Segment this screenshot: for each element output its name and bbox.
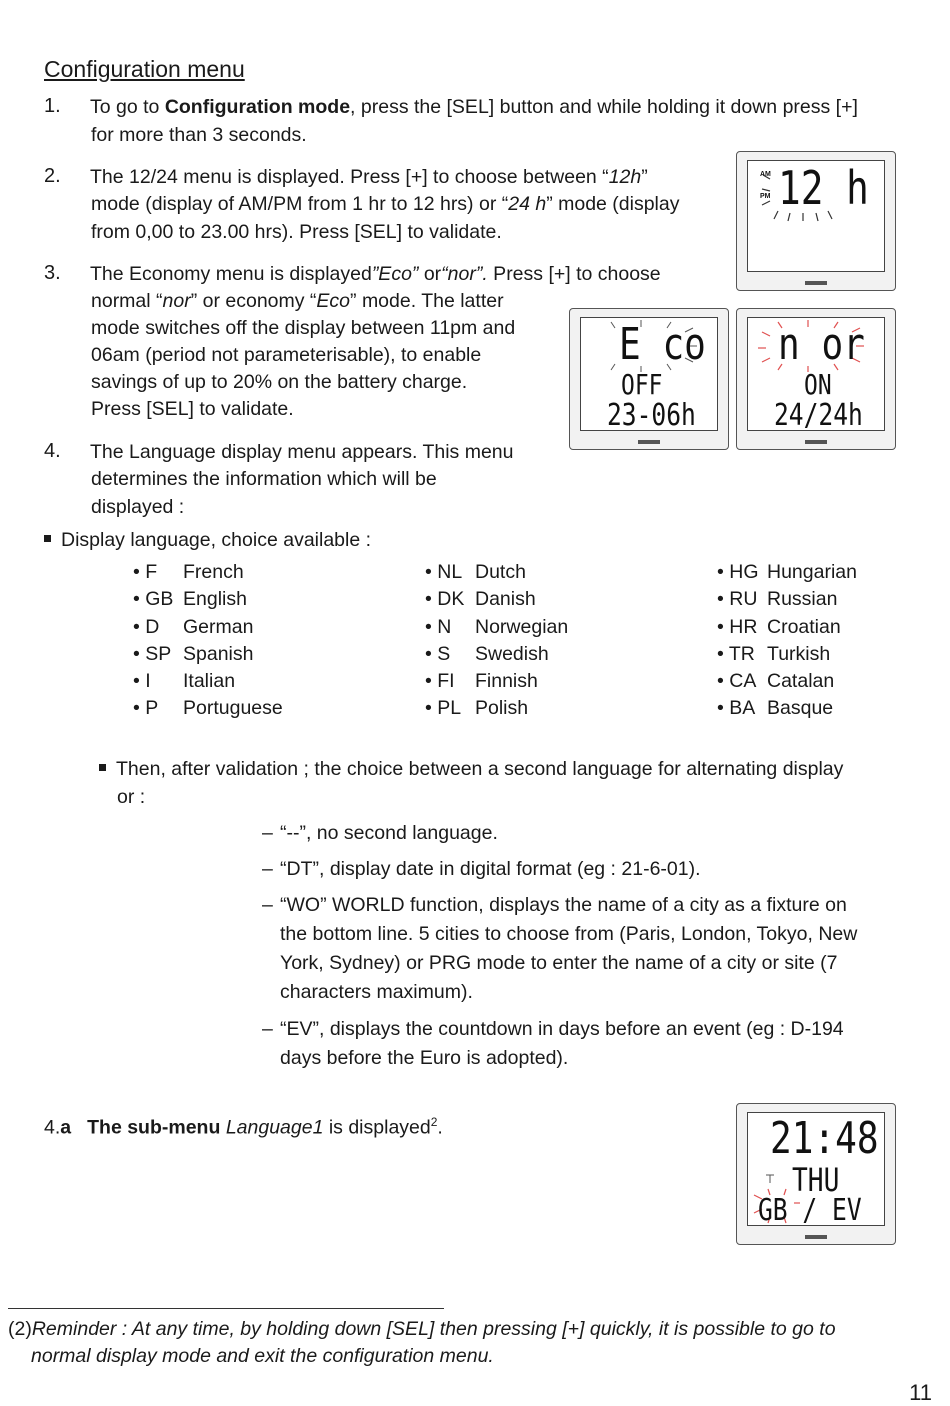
- language-item: [717, 614, 857, 641]
- brand-logo: [805, 440, 827, 444]
- lcd-main-text: 12 h: [778, 161, 869, 215]
- lcd-screen: [747, 1112, 885, 1226]
- option-line: “WO” WORLD function, displays the name of a city as a fixture on: [280, 894, 847, 916]
- then-line-2: or :: [117, 786, 146, 808]
- language-code: • GB: [133, 588, 174, 611]
- clock-12h-display: [736, 151, 896, 291]
- language-name: Finnish: [475, 670, 538, 693]
- square-bullet-icon: [44, 535, 51, 542]
- step-1-line-1: To go to Configuration mode, press the [SEL] button and while holding it down press [+]: [90, 96, 858, 118]
- language-name: Dutch: [475, 561, 526, 583]
- language-name: Portuguese: [183, 697, 283, 720]
- language-name: Swedish: [475, 642, 549, 665]
- step-2-number: 2.: [44, 165, 61, 187]
- language-item: [133, 668, 283, 695]
- step-4-line-1: The Language display menu appears. This menu: [90, 441, 514, 463]
- step-3-line-6: Press [SEL] to validate.: [91, 398, 294, 420]
- option-line: “EV”, displays the countdown in days before an event (eg : D-194: [280, 1018, 844, 1040]
- language-name: English: [183, 588, 247, 611]
- option-line: the bottom line. 5 cities to choose from (Paris, London, Tokyo, New: [280, 923, 858, 945]
- language-name: Danish: [475, 588, 536, 611]
- language-code: • CA: [717, 670, 757, 693]
- language-code: • NL: [425, 561, 463, 583]
- option-line: days before the Euro is adopted).: [280, 1047, 569, 1069]
- language-code: • S: [425, 642, 451, 665]
- clock-time-display: [736, 1103, 896, 1245]
- language-column-3: [717, 559, 857, 723]
- language-code: • RU: [717, 588, 758, 611]
- lcd-middle-text: THU: [792, 1161, 840, 1199]
- footnote-line-1: (2)Reminder : At any time, by holding down [SEL] then pressing [+] quickly, it is possible to go to: [8, 1318, 836, 1340]
- submenu-heading: 4.a The sub-menu Language1 is displayed$^2$.: [44, 1115, 443, 1139]
- option-line: York, Sydney) or PRG mode to enter the name of a city or site (7: [280, 952, 838, 974]
- language-item: [133, 559, 283, 586]
- language-code: • PL: [425, 697, 462, 720]
- footnote-line-2: normal display mode and exit the configuration menu.: [31, 1345, 494, 1367]
- step-4-line-3: displayed :: [91, 496, 185, 518]
- lcd-bottom-text: GB / EV: [758, 1193, 862, 1226]
- language-code: • BA: [717, 697, 756, 720]
- language-code: • D: [133, 615, 160, 638]
- language-item: [133, 695, 283, 722]
- lcd-top-text: E co: [619, 319, 706, 370]
- step-1-line-2: for more than 3 seconds.: [91, 124, 307, 146]
- language-name: Norwegian: [475, 615, 569, 638]
- language-name: Hungarian: [767, 561, 857, 583]
- clock-nor-display: [736, 308, 896, 450]
- language-code: • F: [133, 561, 158, 583]
- language-item: [425, 668, 568, 695]
- am-indicator: AM: [760, 171, 771, 178]
- language-item: [425, 559, 568, 586]
- lcd-top-text: 21:48: [770, 1113, 879, 1164]
- language-item: [133, 614, 283, 641]
- step-3-line-3: mode switches off the display between 11pm and: [91, 317, 516, 339]
- language-name: Catalan: [767, 670, 835, 693]
- language-name: French: [183, 561, 244, 583]
- option-line: “--”, no second language.: [280, 822, 498, 844]
- language-column-2: [425, 559, 568, 723]
- step-4-number: 4.: [44, 440, 61, 462]
- page-number: 11: [909, 1380, 932, 1405]
- language-code: • I: [133, 670, 151, 693]
- lcd-bottom-text: 23-06h: [607, 398, 696, 431]
- lcd-bottom-text: 24/24h: [774, 398, 863, 431]
- step-3-line-5: savings of up to 20% on the battery charge.: [91, 371, 468, 393]
- language-code: • N: [425, 615, 452, 638]
- lcd-top-text: n or: [778, 319, 865, 370]
- dash-bullet: –: [262, 822, 273, 844]
- language-code: • TR: [717, 642, 755, 665]
- brand-logo: [638, 440, 660, 444]
- language-item: [425, 586, 568, 613]
- step-3-line-2: normal “nor” or economy “Eco” mode. The latter: [91, 290, 504, 312]
- page-title: Configuration menu: [44, 56, 245, 82]
- option-line: “DT”, display date in digital format (eg : 21-6-01).: [280, 858, 701, 880]
- step-2-line-2: mode (display of AM/PM from 1 hr to 12 hrs) or “24 h” mode (display: [91, 193, 680, 215]
- language-item: [717, 641, 857, 668]
- then-line-1: Then, after validation ; the choice between a second language for alternating display: [99, 756, 843, 783]
- language-item: [717, 586, 857, 613]
- step-1-number: 1.: [44, 95, 61, 117]
- language-item: [425, 641, 568, 668]
- language-name: German: [183, 615, 254, 638]
- language-code: • FI: [425, 670, 455, 693]
- step-3-line-4: 06am (period not parameterisable), to enable: [91, 344, 482, 366]
- language-name: Russian: [767, 588, 838, 611]
- language-item: [425, 695, 568, 722]
- language-code: • HG: [717, 561, 759, 583]
- dash-bullet: –: [262, 858, 273, 880]
- language-name: Polish: [475, 697, 529, 720]
- pm-indicator: PM: [760, 193, 771, 200]
- brand-logo: [805, 281, 827, 285]
- lcd-screen: [747, 160, 885, 272]
- clock-eco-display: [569, 308, 729, 450]
- dash-bullet: –: [262, 894, 273, 916]
- language-code: • HR: [717, 615, 758, 638]
- language-name: Turkish: [767, 642, 831, 665]
- language-code: • DK: [425, 588, 465, 611]
- language-item: [425, 614, 568, 641]
- language-name: Italian: [183, 670, 236, 693]
- language-item: [717, 695, 857, 722]
- lcd-screen: [747, 317, 885, 431]
- language-item: [717, 668, 857, 695]
- step-3-number: 3.: [44, 262, 61, 284]
- step-4-line-2: determines the information which will be: [91, 468, 437, 490]
- step-2-line-1: The 12/24 menu is displayed. Press [+] to choose between “12h”: [90, 166, 648, 188]
- option-line: characters maximum).: [280, 981, 473, 1003]
- step-3-line-1: The Economy menu is displayed”Eco” or“nor”. Press [+] to choose: [90, 263, 661, 285]
- language-code: • SP: [133, 642, 172, 665]
- square-bullet-icon: [99, 764, 106, 771]
- dash-bullet: –: [262, 1018, 273, 1040]
- brand-logo: [805, 1235, 827, 1239]
- step-2-line-3: from 0,00 to 23.00 hrs). Press [SEL] to validate.: [91, 221, 502, 243]
- language-column-1: [133, 559, 283, 723]
- language-item: [717, 559, 857, 586]
- lcd-screen: [580, 317, 718, 431]
- language-name: Spanish: [183, 642, 254, 665]
- language-code: • P: [133, 697, 159, 720]
- lcd-middle-text: OFF: [621, 368, 663, 401]
- language-item: [133, 586, 283, 613]
- footnote-divider: [8, 1308, 444, 1309]
- display-language-label: Display language, choice available :: [44, 527, 371, 554]
- language-name: Croatian: [767, 615, 841, 638]
- language-name: Basque: [767, 697, 834, 720]
- lcd-middle-text: ON: [804, 368, 832, 401]
- language-item: [133, 641, 283, 668]
